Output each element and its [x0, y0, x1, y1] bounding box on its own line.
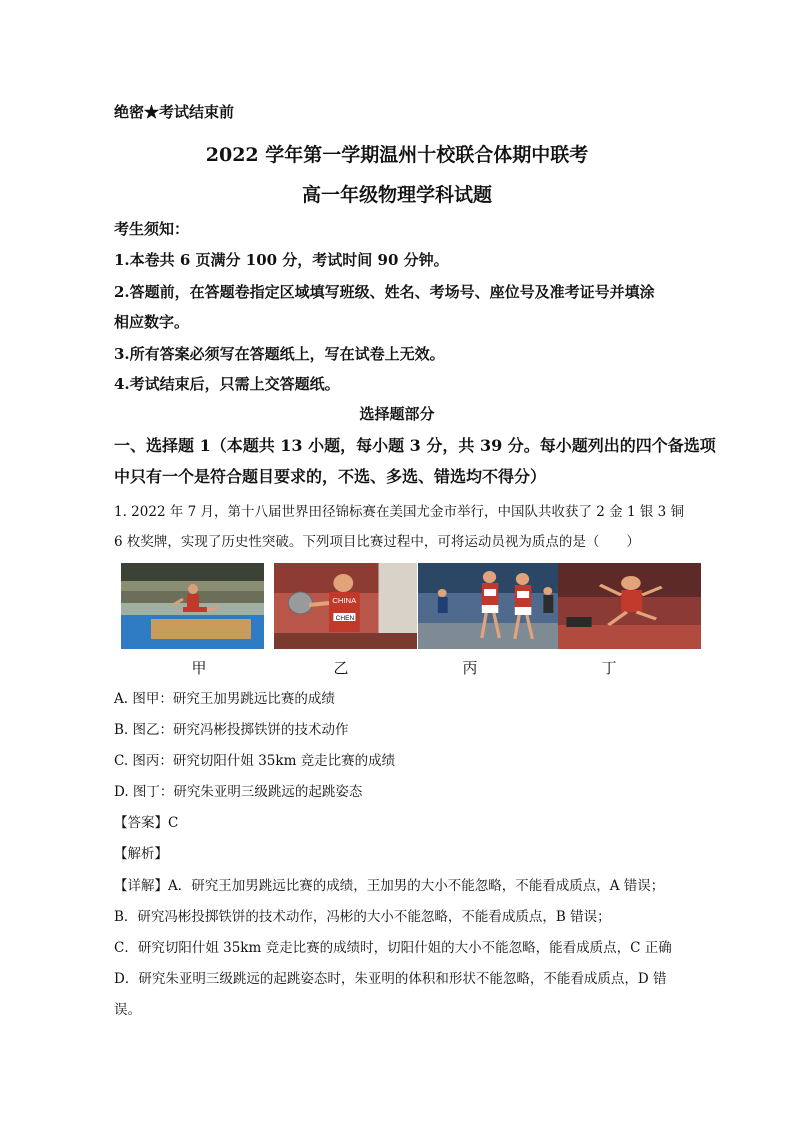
question-stem: 1. 2022 年 7 月，第十八届世界田径锦标赛在美国尤金市举行，中国队共收获了 2 金 1 银 3 铜	[114, 504, 685, 520]
photo-bib-text: CHEN	[335, 615, 355, 622]
caption-bing: 丙	[462, 659, 478, 677]
exam-subtitle: 高一年级物理学科试题	[301, 184, 492, 206]
question-stem: 6 枚奖牌，实现了历史性突破。下列项目比赛过程中，可将运动员视为质点的是（ ）	[114, 534, 640, 550]
caption-jia: 甲	[191, 659, 207, 677]
photo-triple-jump	[558, 563, 701, 649]
confidential-mark: 绝密★考试结束前	[114, 103, 235, 121]
answer-value: C	[168, 815, 179, 831]
option-b: B. 图乙：研究冯彬投掷铁饼的技术动作	[114, 722, 349, 738]
notes-heading: 考生须知：	[114, 220, 190, 238]
detail-line: D．研究朱亚明三级跳远的起跳姿态时，朱亚明的体积和形状不能忽略，不能看成质点，D 错	[114, 971, 667, 987]
note-item: 相应数字。	[114, 313, 190, 331]
analysis-label: 【解析】	[114, 846, 168, 862]
detail-text: A．研究王加男跳远比赛的成绩，王加男的大小不能忽略，不能看成质点，A 错误；	[168, 878, 665, 894]
detail-line	[114, 874, 664, 894]
detail-line: 误。	[114, 1002, 141, 1018]
caption-ding: 丁	[601, 659, 617, 677]
note-item: 1.本卷共 6 页满分 100 分，考试时间 90 分钟。	[114, 251, 449, 269]
photo-long-jump	[121, 563, 264, 649]
option-d: D. 图丁：研究朱亚明三级跳远的起跳姿态	[114, 784, 363, 800]
detail-line: B．研究冯彬投掷铁饼的技术动作，冯彬的大小不能忽略，不能看成质点，B 错误；	[114, 909, 611, 925]
photo-jersey-text: CHINA	[332, 596, 357, 605]
note-item: 3.所有答案必须写在答题纸上，写在试卷上无效。	[114, 345, 445, 363]
note-item: 4.考试结束后，只需上交答题纸。	[114, 375, 340, 393]
question-photos	[0, 563, 794, 663]
photo-race-walk	[418, 563, 561, 649]
detail-label: 【详解】	[114, 878, 168, 894]
caption-yi: 乙	[333, 659, 349, 677]
detail-line: C．研究切阳什姐 35km 竞走比赛的成绩时，切阳什姐的大小不能忽略，能看成质点，C 正确	[114, 940, 672, 956]
photo-discus	[274, 563, 417, 649]
part-instruction: 中只有一个是符合题目要求的，不选、多选、错选均不得分）	[114, 467, 547, 486]
answer-line	[114, 811, 178, 831]
section-title: 选择题部分	[359, 405, 435, 423]
note-item: 2.答题前，在答题卷指定区域填写班级、姓名、考场号、座位号及准考证号并填涂	[114, 283, 655, 301]
option-c: C. 图丙：研究切阳什姐 35km 竞走比赛的成绩	[114, 753, 396, 769]
option-a: A. 图甲：研究王加男跳远比赛的成绩	[114, 691, 335, 707]
answer-label: 【答案】	[114, 815, 168, 831]
exam-title: 2022 学年第一学期温州十校联合体期中联考	[205, 144, 589, 166]
part-instruction: 一、选择题 1（本题共 13 小题，每小题 3 分，共 39 分。每小题列出的四个备选项	[114, 436, 716, 455]
